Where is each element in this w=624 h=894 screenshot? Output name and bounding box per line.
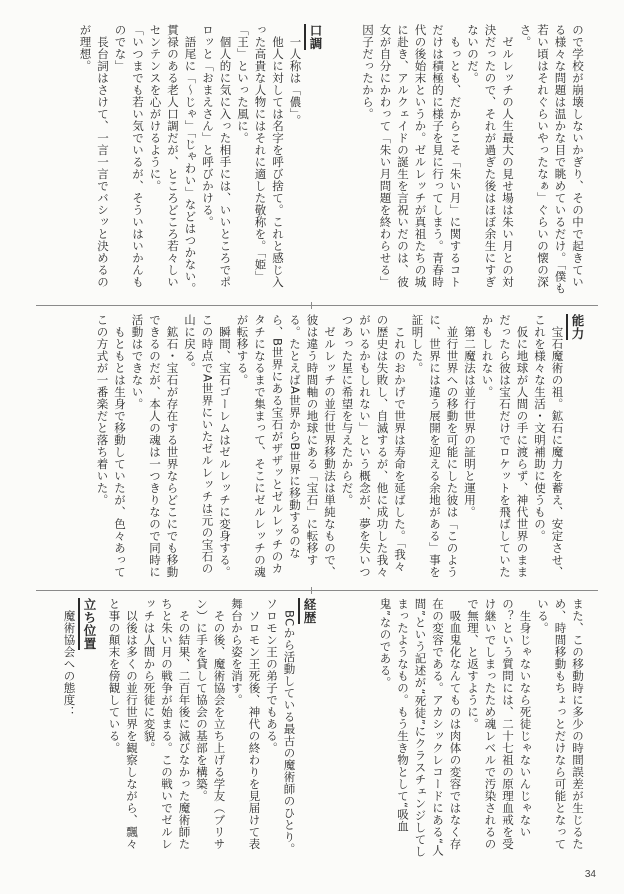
speech-paragraph-5: 「いつまでも若い気でいるが、そういはいかんものでな」 xyxy=(113,24,145,288)
abilities-cont-paragraph-3: 吸血鬼化なんてものは肉体の変容ではなく存在の変容である。アカシックレコードにある“人間”という記述が“死徒”にクラスチェンジしてしまったようなもの。もう生き物として“吸血鬼”なのである。 xyxy=(378,598,463,858)
intro-paragraph-2: ゼルレッチの人生最大の見せ場は朱い月との対決だったので、それが過ぎた後はほぼ余生にすぎないのだ。 xyxy=(466,24,515,288)
speech-paragraph-6: 長台詞はさけて、一言一言でバシッと決めるのが理想。 xyxy=(78,24,110,288)
section-speech-style xyxy=(39,24,324,296)
intro-paragraph-3: もっとも、だからこそ「朱い月」に関するコトだけは積極的に様子を見に行ってしまう。青春時代の後始末というか。ゼルレッチが真祖たちの城に赴き、アルクェイドの誕生を言祝いだのは、彼女が自分にかわって「朱い月問題を終わらせる」因子だったから。 xyxy=(361,24,463,288)
abilities-paragraph-6: ゼルレッチの並行世界移動法は単純なもので、彼は違う時間軸の地球にある「宝石」に転移する。たとえばA世界からB世界に移動するのなら、B世界にある宝石がザザッとゼルレッチのカタチになるまで集まって、そこにゼルレッチの魂が転移する。 xyxy=(235,314,337,578)
history-paragraph-1: BCから活動している最古の魔術師のひとり。ソロモン王の弟子でもある。 xyxy=(265,598,297,855)
history-paragraph-3: その後、魔術協会を立ち上げる学友（ブリサン）に手を貸して協会の基部を構築。 xyxy=(195,598,227,850)
speech-paragraph-3: 個人的に気に入った相手には、いいところでポロッと「おまえさん」と呼びかける。 xyxy=(201,24,233,288)
speech-paragraph-2: 他人に対しては名字を呼び捨て。これと感じ入った高貴な人物にはそれに適した敬称を。「姫」「王」といった風に。 xyxy=(236,24,285,288)
history-paragraph-4: その結果、二百年後に滅びなかった魔術師たちと朱い月の戦争が始まる。この戦いでゼルレッチは人間から死徒に変貌。 xyxy=(142,598,192,850)
abilities-paragraph-3: 第二魔法は並行世界の証明と運用。 xyxy=(463,325,477,518)
divider-upper xyxy=(36,305,598,306)
history-heading: 経歴 xyxy=(298,598,319,624)
abilities-paragraph-7: 瞬間、宝石ゴーレムはゼルレッチに変身する。この時点でA世界にいたゼルレッチは元の宝石の山に戻る。 xyxy=(183,314,232,578)
divider-lower xyxy=(36,590,598,591)
abilities-paragraph-9: もともとは生身で移動していたが、色々あってこの方式が一番楽だと落ち着いた。 xyxy=(95,314,127,578)
divider-tick-lower xyxy=(311,587,312,594)
section-history xyxy=(108,598,318,860)
section-intro-continuation xyxy=(348,24,586,296)
abilities-paragraph-1: 宝石魔術の祖。鉱石に魔力を蓄え、安定させ、これを様々な生活・文明補助に使うもの。 xyxy=(533,314,565,578)
abilities-paragraph-2: 仮に地球が人間の手に渡らず、神代世界のままだったら彼は宝石だけでロケットを飛ばしていたかもしれない。 xyxy=(480,314,530,578)
abilities-paragraph-4: 並行世界への移動を可能にした彼は「このように、世界には違う展開を迎える余地がある」事を証明した。 xyxy=(410,314,460,578)
intro-paragraph-1: ので学校が崩壊しないかぎり、その中で起きている様々な問題は温かな目で眺めているだけ。「僕も若い頃はそれぐらいやったなぁ」ぐらいの懐の深さ。 xyxy=(518,24,585,295)
speech-paragraph-4: 語尾に「～じゃ」「じゃわい」などはつかない。貫禄のある老人口調だが、ところどころ若々しいセンテンスを心がけるように。 xyxy=(148,24,198,294)
section-abilities xyxy=(38,314,586,582)
speech-paragraph-1: 一人称は「儂」。 xyxy=(288,35,303,126)
position-paragraph-1: 魔術協会への態度： xyxy=(62,609,77,718)
speech-style-heading: 口調 xyxy=(304,24,325,50)
abilities-cont-paragraph-1: また、この移動時に多少の時間誤差が生じるため、時間移動もちょっとだけなら可能となっている。 xyxy=(536,598,585,850)
history-paragraph-2: ソロモン王死後、神代の終わりを見届けて表舞台から姿を消す。 xyxy=(230,598,262,850)
page-number: 34 xyxy=(584,869,596,880)
abilities-heading: 能力 xyxy=(566,314,587,340)
section-abilities-continued xyxy=(331,598,586,860)
position-heading: 立ち位置 xyxy=(78,598,99,650)
abilities-paragraph-8: 鉱石・宝石が存在する世界ならどこにでも移動できるのだが、本人の魂は一つきりなので同時に活動はできない。 xyxy=(130,314,180,578)
abilities-paragraph-5: これのおかげで世界は寿命を延ばした。「我々の歴史は失敗し、自滅するが、他に成功した我々がいるかもしれない」という概念が、夢を失いつつあった星に希望を与えたからだ。 xyxy=(340,314,407,578)
history-paragraph-5: 以後は多くの並行世界を観察しながら、飄々と事の顛末を傍観している。 xyxy=(108,598,139,850)
abilities-cont-paragraph-2: 生身じゃないなら死徒じゃないんじゃないの？という質問には、二十七祖の原理血戒を受け継いでしまったため魂レベルで汚染されるので無理、と返すように。 xyxy=(466,598,533,850)
divider-tick xyxy=(311,302,312,309)
section-position xyxy=(38,598,98,860)
